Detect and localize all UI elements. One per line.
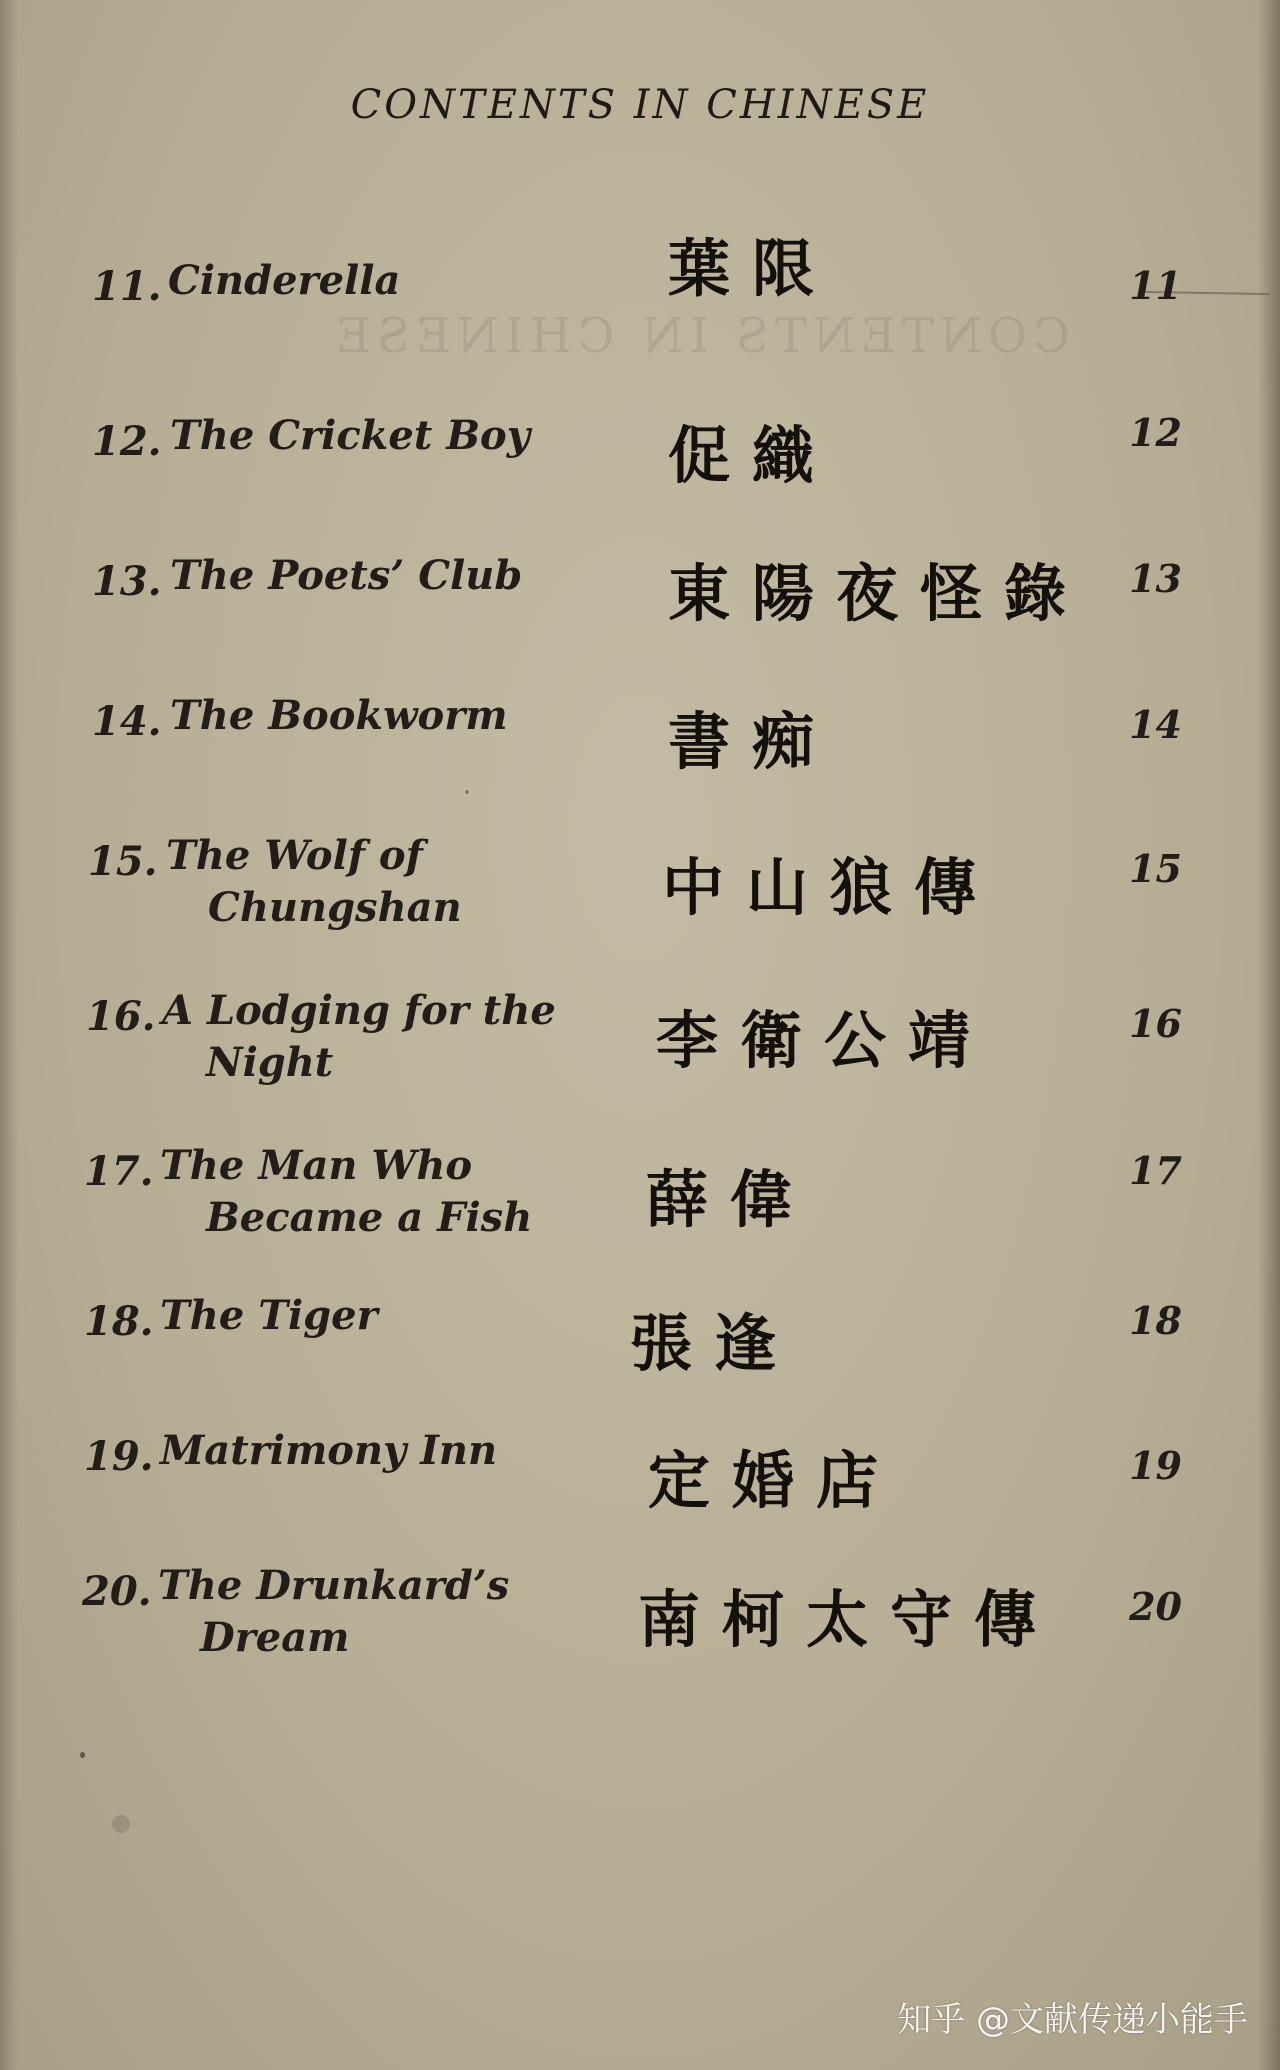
entry-number: 13. bbox=[92, 558, 162, 605]
entry-page-number: 14 bbox=[1129, 702, 1182, 747]
entry-number: 15. bbox=[88, 838, 158, 885]
entry-page-number: 19 bbox=[1129, 1443, 1182, 1488]
entry-chinese-title: 李衛公靖 bbox=[656, 1004, 993, 1077]
entry-page-number: 15 bbox=[1129, 846, 1182, 891]
entry-page-number: 18 bbox=[1129, 1298, 1182, 1343]
entry-number: 20. bbox=[82, 1568, 152, 1615]
entry-title-line2: Night bbox=[206, 1039, 334, 1086]
entry-page-number: 11 bbox=[1129, 263, 1182, 308]
entry-number: 11. bbox=[92, 263, 162, 310]
entry-title-line1: The Poets’ Club bbox=[170, 552, 523, 599]
toc-entry bbox=[0, 1560, 1280, 1680]
entry-number: 17. bbox=[84, 1148, 154, 1195]
toc-entry bbox=[0, 410, 1280, 530]
entry-chinese-title: 南柯太守傳 bbox=[638, 1583, 1059, 1656]
entry-title-line1: A Lodging for the bbox=[162, 987, 556, 1034]
entry-page-number: 12 bbox=[1129, 410, 1182, 455]
paper-speck bbox=[465, 790, 469, 794]
entry-page-number: 16 bbox=[1129, 1001, 1182, 1046]
watermark-text: 知乎 @文献传递小能手 bbox=[897, 2000, 1248, 2040]
entry-number: 16. bbox=[86, 993, 156, 1040]
entry-title-line2: Chungshan bbox=[208, 884, 462, 931]
entry-page-number: 13 bbox=[1129, 556, 1182, 601]
entry-chinese-title: 薛偉 bbox=[646, 1163, 815, 1236]
entry-chinese-title: 葉限 bbox=[668, 232, 837, 305]
bleed-through-ghost-text: CONTENTS IN CHINESE bbox=[330, 308, 1071, 364]
toc-entry bbox=[0, 690, 1280, 810]
entry-number: 14. bbox=[92, 698, 162, 745]
entry-chinese-title: 東陽夜怪錄 bbox=[668, 557, 1089, 630]
toc-entry bbox=[0, 1425, 1280, 1545]
entry-title-line1: Matrimony Inn bbox=[160, 1427, 498, 1474]
entry-number: 12. bbox=[92, 418, 162, 465]
toc-entry bbox=[0, 830, 1280, 950]
toc-entry bbox=[0, 985, 1280, 1105]
entry-chinese-title: 促織 bbox=[668, 419, 837, 492]
paper-speck bbox=[80, 1752, 85, 1758]
entry-page-number: 17 bbox=[1129, 1148, 1182, 1193]
entry-chinese-title: 書痴 bbox=[668, 705, 837, 778]
entry-title-line1: The Man Who bbox=[160, 1142, 473, 1189]
toc-entry bbox=[0, 550, 1280, 670]
entry-title-line1: The Bookworm bbox=[170, 692, 508, 739]
toc-entry bbox=[0, 1140, 1280, 1260]
toc-entry bbox=[0, 1290, 1280, 1410]
entry-page-number: 20 bbox=[1129, 1584, 1182, 1629]
toc-entry bbox=[0, 232, 1280, 375]
entry-title-line1: The Drunkard’s bbox=[158, 1562, 510, 1609]
entry-chinese-title: 張逢 bbox=[630, 1307, 799, 1380]
entry-number: 19. bbox=[84, 1433, 154, 1480]
entry-title-line1: The Tiger bbox=[160, 1292, 378, 1339]
entry-title-line1: The Wolf of bbox=[166, 832, 423, 879]
entry-title-line2: Became a Fish bbox=[206, 1194, 533, 1241]
paper-stain bbox=[112, 1815, 130, 1833]
entry-title-line1: Cinderella bbox=[168, 257, 401, 304]
page-title: CONTENTS IN CHINESE bbox=[350, 82, 930, 128]
entry-chinese-title: 中山狼傳 bbox=[662, 851, 999, 924]
entry-number: 18. bbox=[84, 1298, 154, 1345]
entry-title-line2: Dream bbox=[200, 1614, 350, 1661]
entry-chinese-title: 定婚店 bbox=[648, 1444, 901, 1517]
entry-title-line1: The Cricket Boy bbox=[170, 412, 530, 459]
